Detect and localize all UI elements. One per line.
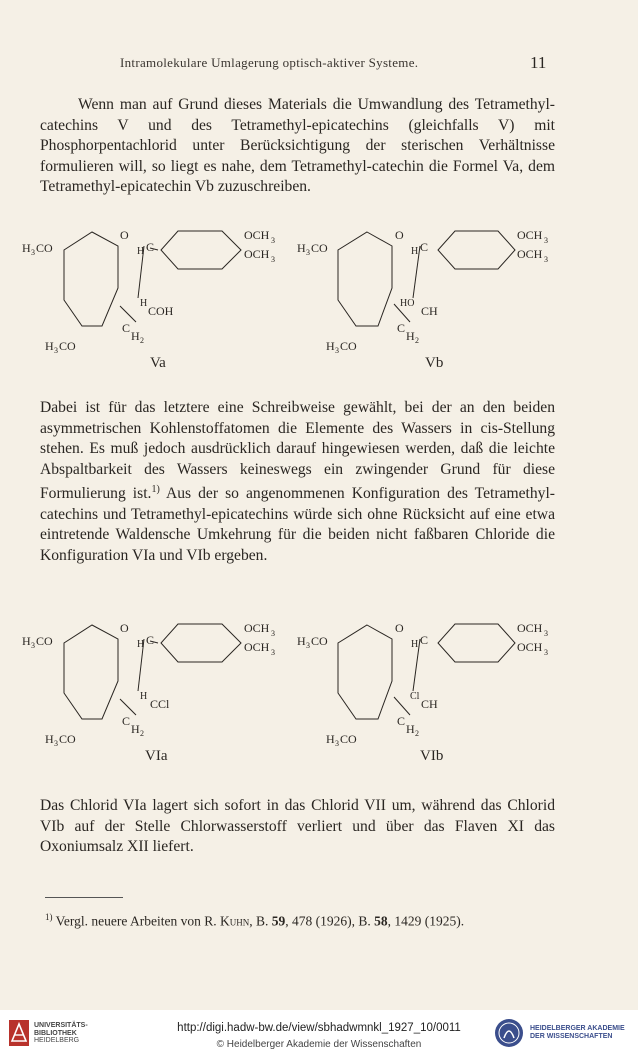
footnote-text: , B. — [249, 913, 272, 929]
h3co-co: CO — [36, 634, 53, 648]
copyright-notice: © Heidelberger Akademie der Wissenschaften — [216, 1039, 422, 1050]
permalink-url[interactable]: http://digi.hadw-bw.de/view/sbhadwmnkl_1927_10/0011 — [177, 1022, 461, 1034]
h3co-sub: 3 — [335, 346, 339, 355]
h3co-h: H — [45, 339, 54, 353]
carbon-label: C — [122, 321, 131, 335]
hydrogen-label: H — [137, 639, 145, 650]
subscript-2: 2 — [140, 729, 144, 738]
h3co-co: CO — [59, 339, 76, 353]
chlorine-label: Cl — [410, 691, 420, 702]
h3co-co: CO — [59, 732, 76, 746]
h3co-sub: 3 — [306, 248, 310, 257]
ring-oxygen-label: O — [395, 228, 404, 242]
library-line: UNIVERSITÄTS- — [34, 1022, 88, 1029]
paragraph-2-text: Aus der so angenommenen Konfiguration des Tetramethyl-catechins und Tetramethyl-epicatechins würde sich ohne Rücksicht auf eine etwa eintretende Waldensche Umkehrung für die beiden nicht faßbaren Chloride die Konfiguration VIa und VIb ergeben. — [40, 485, 555, 564]
footnote — [45, 912, 565, 930]
h3co-h: H — [22, 634, 31, 648]
footnote-text: Vergl. neuere Arbeiten von R. — [52, 913, 220, 929]
structure-vb — [297, 228, 548, 371]
subscript-3: 3 — [544, 629, 548, 638]
running-header: Intramolekulare Umlagerung optisch-aktiver Systeme. — [120, 55, 419, 70]
h3co-sub: 3 — [54, 346, 58, 355]
page-number: 11 — [530, 53, 547, 72]
structure-row-v — [0, 222, 638, 372]
subscript-3: 3 — [544, 236, 548, 245]
ring-oxygen-label: O — [395, 621, 404, 635]
footnote-reference[interactable]: 1) — [151, 484, 160, 495]
h3co-sub: 3 — [306, 641, 310, 650]
methoxy-label: OCH — [517, 228, 543, 242]
h3co-sub: 3 — [31, 641, 35, 650]
academy-name — [530, 1025, 625, 1041]
methoxy-label: OCH — [517, 247, 543, 261]
subscript-2: 2 — [140, 336, 144, 345]
subscript-3: 3 — [544, 255, 548, 264]
hydrogen-label: H — [131, 722, 140, 736]
hydrogen-label: H — [137, 246, 145, 257]
structure-vib — [297, 621, 548, 764]
methoxy-label: OCH — [517, 640, 543, 654]
ring-oxygen-label: O — [120, 621, 129, 635]
ccl-label: CCl — [150, 697, 170, 711]
h3co-h: H — [297, 634, 306, 648]
methoxy-label: OCH — [244, 247, 270, 261]
ring-oxygen-label: O — [120, 228, 129, 242]
compound-label-via: VIa — [145, 748, 168, 764]
methoxy-label: OCH — [244, 621, 270, 635]
viewer-footer — [0, 1010, 638, 1057]
hydrogen-label: H — [411, 246, 419, 257]
methoxy-label: OCH — [517, 621, 543, 635]
paragraph-2-text: Dabei ist für das letztere eine Schreibweise gewählt, bei der an den beiden asymmetrischen Kohlenstoffatomen die Elemente des Wassers in cis-Stellung stehen. Es muß jedoch ausdrücklich darauf hingewiesen werden, daß die leichte Abspaltbarkeit des Wassers keineswegs ein zwingender Grund für diese Formulierung ist. — [40, 399, 555, 503]
footnote-author: Kuhn — [219, 913, 250, 929]
carbon-label: C — [122, 714, 131, 728]
carbon-label: C — [420, 633, 429, 647]
h3co-sub: 3 — [335, 739, 339, 748]
hydrogen-label: H — [131, 329, 140, 343]
h3co-h: H — [297, 241, 306, 255]
academy-line: HEIDELBERGER AKADEMIE — [530, 1025, 625, 1032]
footnote-volume: 59 — [271, 913, 286, 929]
carbon-label: C — [420, 240, 429, 254]
methoxy-label: OCH — [244, 640, 270, 654]
structure-va — [22, 228, 275, 371]
academy-seal-icon[interactable] — [494, 1018, 524, 1048]
methoxy-label: OCH — [244, 228, 270, 242]
ch-label: CH — [421, 697, 438, 711]
carbon-label: C — [397, 321, 406, 335]
footnote-mark: 1) — [45, 912, 53, 922]
subscript-3: 3 — [271, 236, 275, 245]
compound-label-vib: VIb — [420, 748, 444, 764]
h3co-co: CO — [340, 339, 357, 353]
footnote-separator — [45, 897, 123, 898]
ch-label: CH — [421, 304, 438, 318]
hydroxy-label: HO — [400, 298, 415, 309]
subscript-3: 3 — [271, 629, 275, 638]
subscript-3: 3 — [271, 255, 275, 264]
hydrogen-label: H — [140, 691, 148, 702]
structure-via — [22, 621, 275, 764]
paragraph-1: Wenn man auf Grund dieses Materials die Umwandlung des Tetramethyl-catechins V und des Tetramethyl-epicatechins (gleichfalls V) mit Phosphorpentachlorid unter Berücksichtigung der sterischen Verhältnisse formulieren will, so liegt es nahe, dem Tetramethyl-catechin die Formel Va, dem Tetramethyl-epicatechin Vb zuzuschreiben. — [40, 96, 555, 195]
hydrogen-label: H — [140, 298, 148, 309]
h3co-h: H — [326, 339, 335, 353]
academy-line: DER WISSENSCHAFTEN — [530, 1033, 613, 1040]
paragraph-3: Das Chlorid VIa lagert sich sofort in das Chlorid VII um, während das Chlorid VIb auf der Stelle Chlorwasserstoff verliert und über das Flaven XI das Oxoniumsalz XII liefert. — [40, 797, 555, 855]
h3co-sub: 3 — [31, 248, 35, 257]
h3co-h: H — [22, 241, 31, 255]
structure-row-vi — [0, 615, 638, 765]
compound-label-va: Va — [150, 355, 166, 371]
carbon-label: C — [397, 714, 406, 728]
library-line: BIBLIOTHEK — [34, 1029, 77, 1037]
footnote-text: , 478 (1926), B. — [285, 913, 375, 929]
h3co-h: H — [326, 732, 335, 746]
subscript-2: 2 — [415, 729, 419, 738]
carbon-label: C — [146, 240, 155, 254]
h3co-co: CO — [311, 241, 328, 255]
library-line: HEIDELBERG — [34, 1037, 80, 1044]
hydrogen-label: H — [411, 639, 419, 650]
hydrogen-label: H — [406, 329, 415, 343]
footnote-volume: 58 — [374, 913, 388, 929]
paragraph-2 — [40, 398, 555, 566]
subscript-2: 2 — [415, 336, 419, 345]
hydrogen-label: H — [406, 722, 415, 736]
h3co-h: H — [45, 732, 54, 746]
footnote-text: , 1429 (1925). — [387, 913, 465, 929]
coh-label: COH — [148, 304, 174, 318]
h3co-sub: 3 — [54, 739, 58, 748]
h3co-co: CO — [311, 634, 328, 648]
compound-label-vb: Vb — [425, 355, 444, 371]
h3co-co: CO — [340, 732, 357, 746]
h3co-co: CO — [36, 241, 53, 255]
subscript-3: 3 — [544, 648, 548, 657]
carbon-label: C — [146, 633, 155, 647]
subscript-3: 3 — [271, 648, 275, 657]
